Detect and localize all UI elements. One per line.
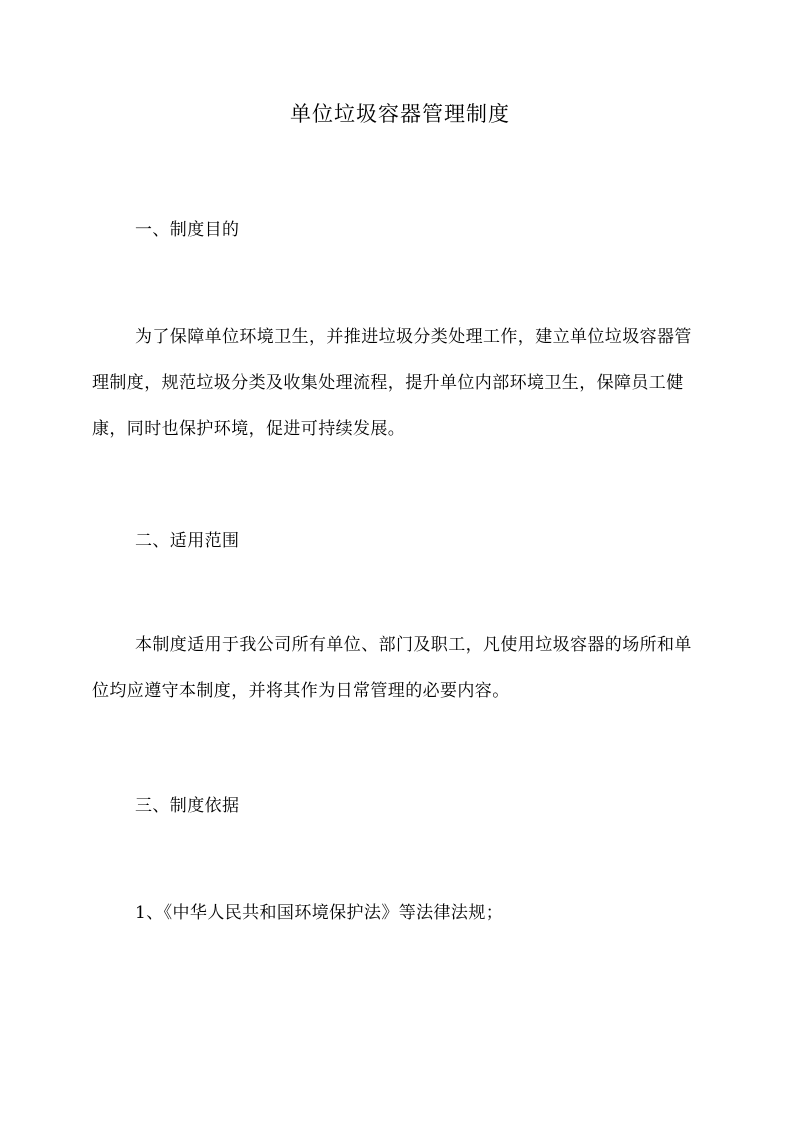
section-heading-purpose: 一、制度目的: [135, 220, 240, 240]
document-title: 单位垃圾容器管理制度: [290, 102, 510, 126]
section-heading-scope: 二、适用范围: [135, 531, 240, 551]
section-paragraph-purpose: 为了保障单位环境卫生，并推进垃圾分类处理工作，建立单位垃圾容器管理制度，规范垃圾分类及收集处理流程，提升单位内部环境卫生，保障员工健康，同时也保护环境，促进可持续发展。: [92, 327, 692, 439]
section-paragraph-scope: 本制度适用于我公司所有单位、部门及职工，凡使用垃圾容器的场所和单位均应遵守本制度，并将其作为日常管理的必要内容。: [92, 635, 692, 701]
section-heading-basis: 三、制度依据: [135, 796, 240, 816]
section-list-item-basis-1: 1、《中华人民共和国环境保护法》等法律法规；: [135, 903, 504, 923]
